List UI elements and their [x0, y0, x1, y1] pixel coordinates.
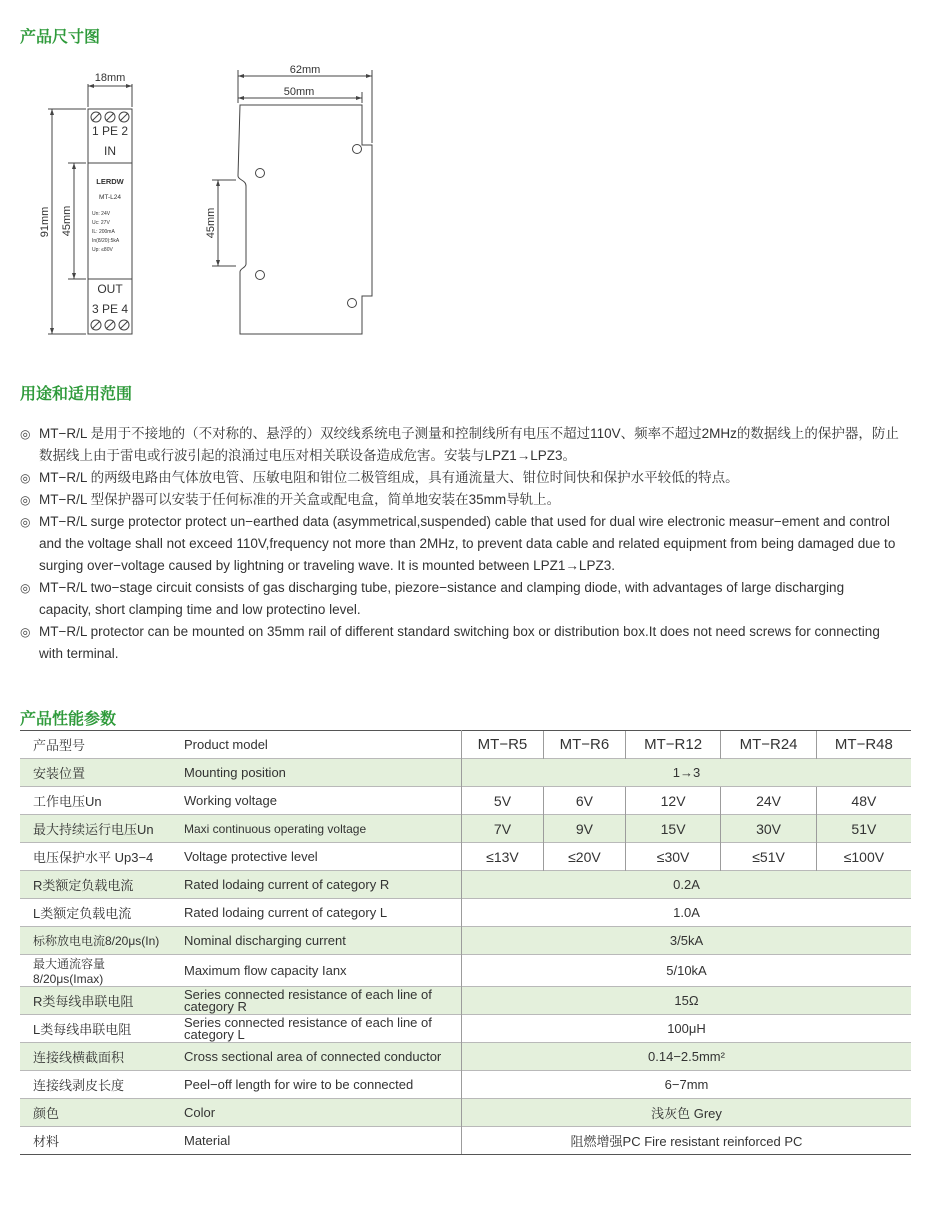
table-row	[20, 815, 911, 843]
dim-45-right: 45mm	[205, 207, 217, 239]
row-label-zh: 标称放电电流8/20μs(In)	[20, 927, 171, 955]
row-label-zh: R类额定负载电流	[20, 871, 171, 899]
row-value: 阻燃增强PC Fire resistant reinforced PC	[462, 1127, 912, 1155]
row-label-en: Color	[171, 1099, 462, 1127]
row-label-zh: 工作电压Un	[20, 787, 171, 815]
row-value: 15Ω	[462, 987, 912, 1015]
model-cell: MT−R24	[721, 731, 816, 759]
value-cell: 24V	[721, 787, 816, 815]
header-en: Product model	[171, 731, 462, 759]
spec-line: In(8/20):5kA	[92, 238, 120, 244]
table-row	[20, 843, 911, 871]
row-label-en: Material	[171, 1127, 462, 1155]
circle-bullet-icon: ◎	[20, 493, 31, 507]
dim-45-left: 45mm	[61, 205, 73, 237]
table-row	[20, 1015, 911, 1043]
value-cell: ≤30V	[625, 843, 720, 871]
value-cell: 6V	[543, 787, 625, 815]
row-label-en: Series connected resistance of each line of category R	[171, 987, 462, 1015]
description-item	[20, 489, 900, 511]
description-text: MT−R/L protector can be mounted on 35mm rail of different standard switching box or distribution box.It does not need screws for connecting with terminal.	[39, 624, 880, 661]
description-text: MT−R/L 的两级电路由气体放电管、压敏电阻和钳位二极管组成，具有通流量大、钳位时间快和保护水平较低的特点。	[39, 470, 739, 485]
value-cell: 5V	[462, 787, 544, 815]
row-label-zh: 连接线剥皮长度	[20, 1071, 171, 1099]
section-title-usage: 用途和适用范围	[20, 384, 133, 403]
brand-label: LERDW	[96, 177, 124, 186]
row-label-en: Series connected resistance of each line of category L	[171, 1015, 462, 1043]
row-value: 0.14−2.5mm²	[462, 1043, 912, 1071]
row-label-en: Mounting position	[171, 759, 462, 787]
value-cell: ≤51V	[721, 843, 816, 871]
value-cell: 30V	[721, 815, 816, 843]
row-label-zh: 颜色	[20, 1099, 171, 1127]
row-label-zh: 连接线横截面积	[20, 1043, 171, 1071]
description-text: MT−R/L 是用于不接地的（不对称的、悬浮的）双绞线系统电子测量和控制线所有电压不超过110V、频率不超过2MHz的数据线上的保护器，防止数据线上由于雷电或行波引起的浪涌过电压对相关联设备造成危害。安装与LPZ1→LPZ3。	[39, 426, 899, 463]
row-value: 5/10kA	[462, 955, 912, 987]
model-cell: MT−R5	[462, 731, 544, 759]
value-cell: 15V	[625, 815, 720, 843]
row-label-zh: 材料	[20, 1127, 171, 1155]
table-row	[20, 927, 911, 955]
dim-62: 62mm	[289, 64, 321, 76]
table-row	[20, 1099, 911, 1127]
row-label-en: Voltage protective level	[171, 843, 462, 871]
row-label-zh: 最大通流容量8/20μs(Imax)	[20, 955, 171, 987]
description-item	[20, 577, 900, 621]
row-value: 浅灰色 Grey	[462, 1099, 912, 1127]
description-item	[20, 423, 900, 467]
header-zh: 产品型号	[20, 731, 171, 759]
description-text: MT−R/L two−stage circuit consists of gas discharging tube, piezore−sistance and clamping diode, with advantages of large discharging capacity, short clamping time and low protectino level.	[39, 580, 845, 617]
spec-line: Up: ≤80V	[92, 247, 113, 253]
circle-bullet-icon: ◎	[20, 581, 31, 595]
model-cell: MT−R48	[816, 731, 911, 759]
table-row	[20, 955, 911, 987]
value-cell: 9V	[543, 815, 625, 843]
row-label-zh: 最大持续运行电压Un	[20, 815, 171, 843]
dim-18: 18mm	[94, 72, 126, 84]
model-label: MT-L24	[98, 194, 122, 201]
spec-table	[20, 730, 911, 1155]
row-label-zh: 电压保护水平 Up3−4	[20, 843, 171, 871]
dim-91: 91mm	[39, 206, 51, 238]
spec-line: Un: 24V	[92, 211, 111, 217]
row-label-en: Peel−off length for wire to be connected	[171, 1071, 462, 1099]
row-value: 100μH	[462, 1015, 912, 1043]
circle-bullet-icon: ◎	[20, 515, 31, 529]
bottom-terminals-label: 3 PE 4	[91, 302, 129, 316]
section-title-dimensions: 产品尺寸图	[20, 27, 101, 46]
circle-bullet-icon: ◎	[20, 471, 31, 485]
dim-50: 50mm	[283, 86, 315, 98]
row-value: 3/5kA	[462, 927, 912, 955]
value-cell: 12V	[625, 787, 720, 815]
row-label-zh: 安装位置	[20, 759, 171, 787]
model-cell: MT−R6	[543, 731, 625, 759]
table-header-row	[20, 731, 911, 759]
top-terminals-label: 1 PE 2	[91, 124, 129, 138]
row-label-en: Maxi continuous operating voltage	[171, 815, 462, 843]
row-value: 1→3	[462, 759, 912, 787]
value-cell: 51V	[816, 815, 911, 843]
circle-bullet-icon: ◎	[20, 427, 31, 441]
section-title-params: 产品性能参数	[20, 709, 117, 728]
spec-line: Uc: 27V	[92, 220, 110, 226]
circle-bullet-icon: ◎	[20, 625, 31, 639]
table-row	[20, 1043, 911, 1071]
table-row	[20, 787, 911, 815]
value-cell: ≤20V	[543, 843, 625, 871]
table-row	[20, 871, 911, 899]
description-item	[20, 621, 900, 665]
table-row	[20, 759, 911, 787]
out-label: OUT	[97, 282, 123, 296]
row-label-en: Rated lodaing current of category L	[171, 899, 462, 927]
value-cell: ≤100V	[816, 843, 911, 871]
spec-line: IL: 200mA	[92, 229, 115, 235]
description-list	[20, 423, 900, 665]
table-row	[20, 899, 911, 927]
value-cell: 7V	[462, 815, 544, 843]
table-row	[20, 1127, 911, 1155]
description-item	[20, 511, 900, 577]
row-label-en: Maximum flow capacity Ianx	[171, 955, 462, 987]
dimension-drawing	[0, 0, 930, 370]
row-label-zh: L类每线串联电阻	[20, 1015, 171, 1043]
model-cell: MT−R12	[625, 731, 720, 759]
row-value: 6−7mm	[462, 1071, 912, 1099]
table-row	[20, 1071, 911, 1099]
description-item	[20, 467, 900, 489]
value-cell: ≤13V	[462, 843, 544, 871]
row-label-zh: L类额定负载电流	[20, 899, 171, 927]
value-cell: 48V	[816, 787, 911, 815]
row-label-en: Working voltage	[171, 787, 462, 815]
row-label-zh: R类每线串联电阻	[20, 987, 171, 1015]
table-row	[20, 987, 911, 1015]
row-label-en: Cross sectional area of connected conductor	[171, 1043, 462, 1071]
row-value: 0.2A	[462, 871, 912, 899]
row-label-en: Nominal discharging current	[171, 927, 462, 955]
in-label: IN	[104, 144, 116, 158]
row-label-en: Rated lodaing current of category R	[171, 871, 462, 899]
description-text: MT−R/L 型保护器可以安装于任何标准的开关盒或配电盒，简单地安装在35mm导轨上。	[39, 492, 561, 507]
row-value: 1.0A	[462, 899, 912, 927]
description-text: MT−R/L surge protector protect un−earthed data (asymmetrical,suspended) cable that used for dual wire electronic measur−ement and control and the voltage shall not exceed 110V,frequency not more than 2MHz, to prevent data cable and related equipment from being damaged due to surging over−voltage caused by lightning or traveling wave. It is mounted between LPZ1→LPZ3.	[39, 514, 896, 573]
